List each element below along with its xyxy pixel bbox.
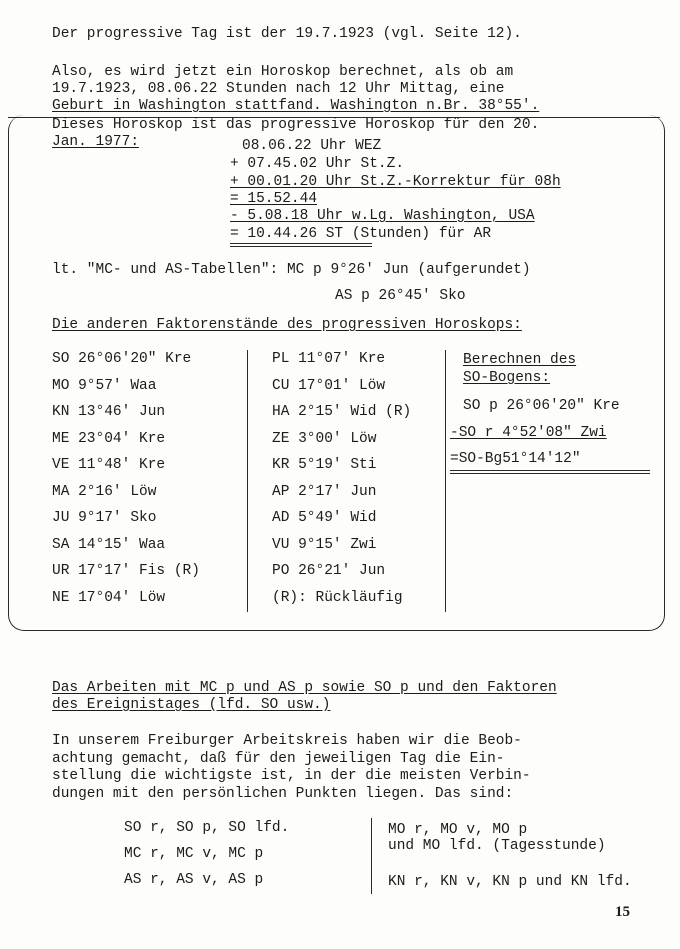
calc-row-6: = 10.44.26 ST (Stunden) für AR	[230, 226, 492, 242]
bogen-title-1: Berechnen des	[463, 352, 577, 368]
bogen-row-3: =SO-Bg51°14'12"	[450, 451, 581, 467]
page-number: 15	[615, 904, 630, 920]
points-right-3: KN r, KN v, KN p und KN lfd.	[388, 874, 632, 890]
factor-row: AD 5°49' Wid	[272, 510, 377, 526]
factor-row: MA 2°16' Löw	[52, 483, 157, 500]
paragraph-line-3: stellung die wichtigste ist, in der die meisten Verbin-	[52, 768, 531, 784]
bogen-row-1: SO p 26°06'20" Kre	[463, 398, 620, 414]
factor-row: SO 26°06'20" Kre	[52, 351, 192, 367]
factor-row: CU 17°01' Löw	[272, 377, 386, 394]
bogen-row-2: -SO r 4°52'08" Zwi	[450, 425, 607, 441]
points-left-2: MC r, MC v, MC p	[124, 846, 264, 862]
calc-row-3: + 00.01.20 Uhr St.Z.-Korrektur für 08h	[230, 174, 561, 190]
points-left-3: AS r, AS v, AS p	[124, 872, 264, 888]
intro-line-3: 19.7.1923, 08.06.22 Stunden nach 12 Uhr Mittag, eine	[52, 81, 505, 97]
calc-row-2: + 07.45.02 Uhr St.Z.	[230, 156, 405, 172]
calc-row-5: - 5.08.18 Uhr w.Lg. Washington, USA	[230, 208, 535, 224]
factor-row: NE 17°04' Löw	[52, 589, 166, 606]
factor-row: (R): Rückläufig	[272, 589, 403, 606]
intro-line-5: Dieses Horoskop ist das progressive Horoskop für den 20.	[52, 117, 540, 133]
calc-row-1: 08.06.22 Uhr WEZ	[242, 138, 382, 154]
factor-row: AP 2°17' Jun	[272, 483, 377, 500]
column-divider-1	[247, 350, 248, 612]
factor-row: VU 9°15' Zwi	[272, 536, 377, 553]
bogen-double-underline	[450, 470, 650, 474]
factor-row: SA 14°15' Waa	[52, 536, 166, 553]
factor-row: ZE 3°00' Löw	[272, 430, 377, 447]
column-divider-2	[445, 350, 446, 612]
paragraph-line-2: achtung gemacht, daß für den jeweiligen Tag die Ein-	[52, 751, 505, 767]
factor-row: KR 5°19' Sti	[272, 457, 377, 473]
calc-row-4: = 15.52.44	[230, 191, 318, 207]
as-line: AS p 26°45' Sko	[335, 288, 466, 304]
factor-row: KN 13°46' Jun	[52, 404, 166, 420]
points-divider	[371, 818, 372, 894]
factor-row: HA 2°15' Wid (R)	[272, 404, 412, 420]
calc-double-underline	[230, 243, 372, 247]
factors-heading: Die anderen Faktorenstände des progressiven Horoskops:	[52, 317, 522, 333]
factors-column-2	[272, 351, 411, 616]
factor-row: UR 17°17' Fis (R)	[52, 563, 200, 579]
factor-row: PL 11°07' Kre	[272, 351, 386, 367]
factor-row: PO 26°21' Jun	[272, 563, 386, 579]
intro-line-2: Also, es wird jetzt ein Horoskop berechnet, als ob am	[52, 64, 514, 80]
factor-row: ME 23°04' Kre	[52, 430, 166, 447]
factors-column-1	[52, 351, 200, 616]
points-right-1: MO r, MO v, MO p	[388, 822, 528, 838]
mc-line: lt. "MC- und AS-Tabellen": MC p 9°26' Jun (aufgerundet)	[52, 262, 531, 278]
intro-line-4: Geburt in Washington stattfand. Washington n.Br. 38°55'.	[52, 98, 540, 114]
paragraph-line-4: dungen mit den persönlichen Punkten liegen. Das sind:	[52, 786, 514, 802]
factor-row: MO 9°57' Waa	[52, 377, 157, 394]
points-left-1: SO r, SO p, SO lfd.	[124, 820, 290, 836]
factor-row: VE 11°48' Kre	[52, 457, 166, 473]
factor-row: JU 9°17' Sko	[52, 510, 157, 526]
intro-line-6: Jan. 1977:	[52, 134, 140, 150]
intro-line-1: Der progressive Tag ist der 19.7.1923 (vgl. Seite 12).	[52, 26, 522, 42]
paragraph-line-1: In unserem Freiburger Arbeitskreis haben wir die Beob-	[52, 733, 522, 749]
points-right-2: und MO lfd. (Tagesstunde)	[388, 838, 606, 854]
bogen-title-2: SO-Bogens:	[463, 370, 551, 386]
section-heading-1: Das Arbeiten mit MC p und AS p sowie SO p und den Faktoren	[52, 680, 557, 696]
section-heading-2: des Ereignistages (lfd. SO usw.)	[52, 697, 331, 713]
